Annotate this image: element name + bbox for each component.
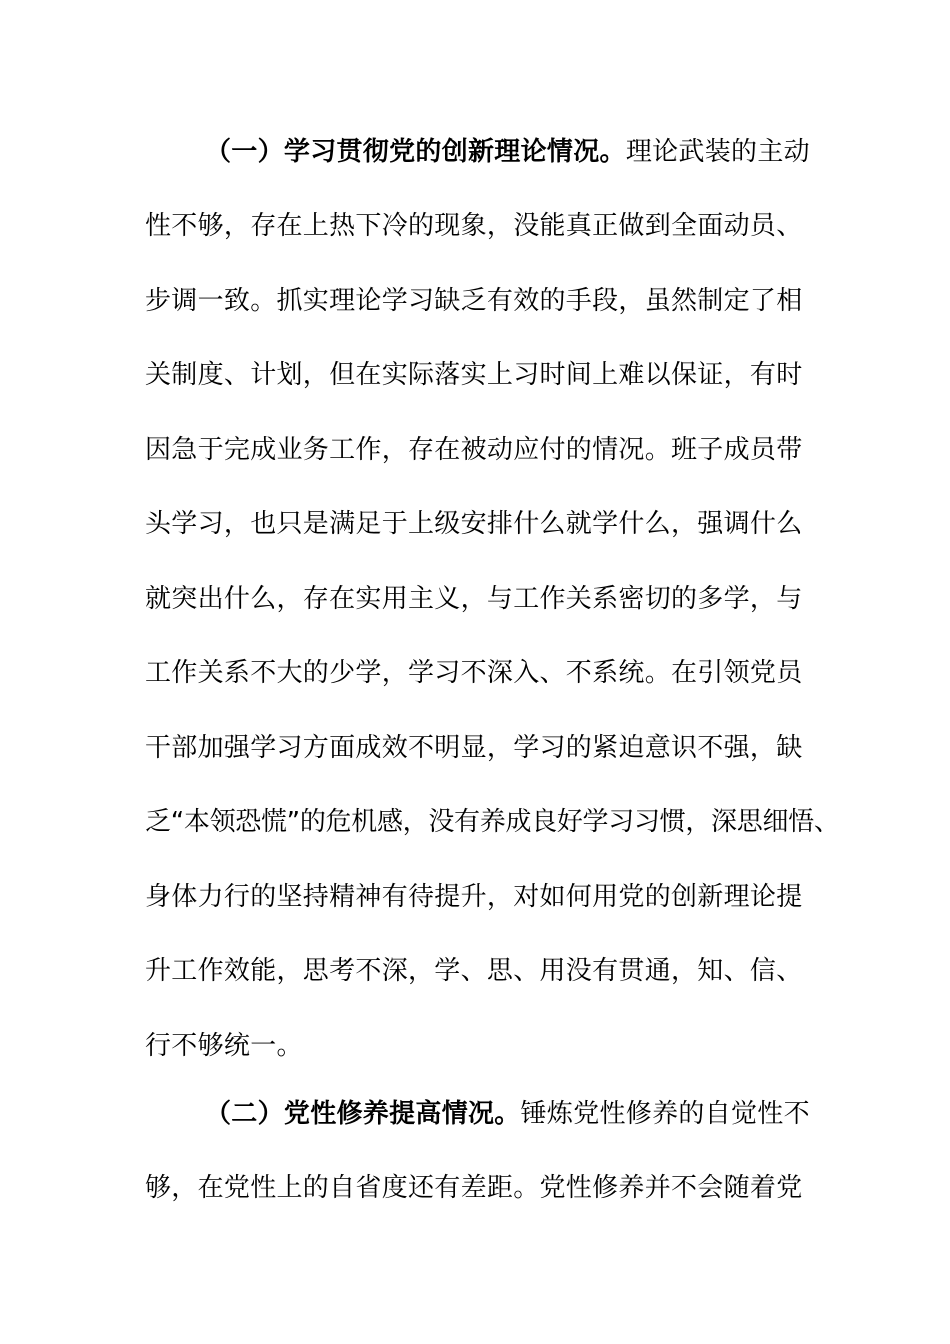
paragraph-1-line-12: 升工作效能，思考不深，学、思、用没有贯通，知、信、 xyxy=(145,956,803,986)
paragraph-1-line-7: 就突出什么，存在实用主义，与工作关系密切的多学，与 xyxy=(145,584,803,614)
paragraph-1-line-3: 步调一致。抓实理论学习缺乏有效的手段，虽然制定了相 xyxy=(145,286,803,316)
section-2-heading: （二）党性修养提高情况。 xyxy=(205,1099,521,1129)
paragraph-1-line-2: 性不够，存在上热下冷的现象，没能真正做到全面动员、 xyxy=(145,211,803,241)
paragraph-1-line-1 xyxy=(205,134,810,170)
paragraph-1-line-4: 关制度、计划，但在实际落实上习时间上难以保证，有时 xyxy=(145,360,803,390)
paragraph-1-line-6: 头学习，也只是满足于上级安排什么就学什么，强调什么 xyxy=(145,509,803,539)
paragraph-1-line-13: 行不够统一。 xyxy=(145,1031,303,1061)
paragraph-1-line-8: 工作关系不大的少学，学习不深入、不系统。在引领党员 xyxy=(145,658,803,688)
paragraph-2-line-2: 够，在党性上的自省度还有差距。党性修养并不会随着党 xyxy=(145,1173,803,1203)
paragraph-1-line-10: 乏“本领恐慌”的危机感，没有养成良好学习习惯，深思细悟、 xyxy=(145,807,840,837)
paragraph-1-text: 理论武装的主动 xyxy=(625,137,810,167)
paragraph-1-line-9: 干部加强学习方面成效不明显，学习的紧迫意识不强，缺 xyxy=(145,733,803,763)
paragraph-2-text: 锤炼党性修养的自觉性不 xyxy=(520,1099,810,1129)
section-1-heading: （一）学习贯彻党的创新理论情况。 xyxy=(205,137,626,167)
paragraph-2-line-1 xyxy=(205,1096,810,1132)
paragraph-1-line-5: 因急于完成业务工作，存在被动应付的情况。班子成员带 xyxy=(145,435,803,465)
paragraph-1-line-11: 身体力行的坚持精神有待提升，对如何用党的创新理论提 xyxy=(145,882,803,912)
